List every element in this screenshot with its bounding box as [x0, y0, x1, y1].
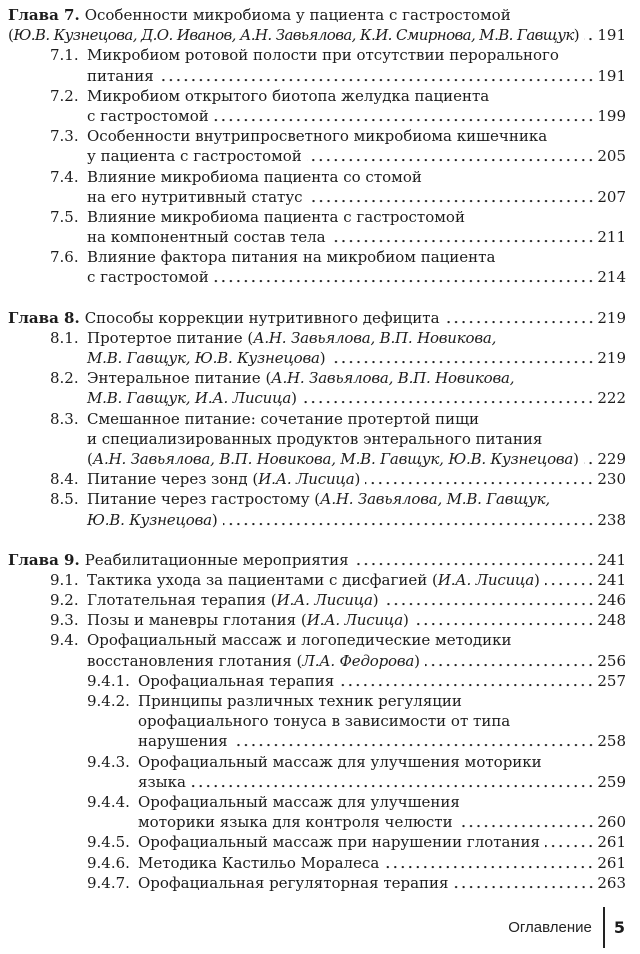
entry-title	[87, 449, 579, 469]
subsection-entry	[8, 873, 626, 893]
page-number: 211	[597, 228, 626, 247]
entry-title	[87, 469, 360, 489]
section-entry	[8, 207, 626, 247]
table-of-contents	[8, 5, 626, 893]
toc-line	[8, 106, 626, 126]
toc-line	[8, 368, 626, 388]
toc-line	[8, 66, 626, 86]
title-text: нарушения	[138, 732, 228, 751]
entry-number: 9.1.	[50, 570, 79, 589]
entry-title	[85, 5, 511, 25]
dot-leader	[331, 227, 595, 247]
entry-title	[87, 348, 326, 368]
toc-line	[8, 853, 626, 873]
entry-number: 7.4.	[50, 167, 79, 186]
title-text: Глотательная терапия (	[87, 591, 277, 610]
toc-line	[8, 146, 626, 166]
dot-leader	[425, 651, 594, 671]
toc-line	[8, 570, 626, 590]
entry-number: 9.4.1.	[87, 671, 130, 690]
title-text: )	[402, 611, 409, 630]
entry-title	[87, 267, 209, 287]
toc-line	[8, 328, 626, 348]
chapter-group	[8, 5, 626, 288]
title-text: Принципы различных техник регуляции	[138, 692, 462, 710]
toc-line	[8, 691, 626, 711]
title-text: Особенности микробиома у пациента с гастростомой	[84, 6, 511, 24]
toc-line	[8, 610, 626, 630]
entry-number: 9.4.6.	[87, 853, 130, 872]
page-number: 263	[597, 873, 626, 892]
title-text: Питание через зонд (	[87, 470, 259, 489]
author-names: Л.А. Федорова	[302, 651, 415, 670]
title-text: Реабилитационные мероприятия	[84, 550, 349, 569]
entry-number: 9.4.2.	[87, 692, 130, 710]
dot-leader	[307, 146, 595, 166]
title-text: (	[87, 449, 93, 468]
title-text: Питание через гастростому (	[87, 490, 321, 509]
title-text: орофациального тонуса в зависимости от типа	[138, 712, 511, 731]
dot-leader	[584, 25, 594, 45]
footer-page-number: 5	[613, 918, 625, 937]
title-text: Особенности внутрипросветного микробиома кишечника	[87, 127, 548, 146]
author-names: М.В. Гавщук, Ю.В. Кузнецова	[87, 349, 320, 367]
page-number: 219	[597, 308, 626, 327]
entry-title	[87, 489, 550, 509]
entry-title	[87, 651, 420, 671]
page-number: 259	[597, 772, 626, 791]
dot-leader	[584, 449, 594, 469]
entry-title	[87, 510, 218, 530]
page-number: 230	[597, 470, 626, 489]
toc-line	[8, 731, 626, 751]
entry-number: 7.3.	[50, 127, 79, 146]
title-text: Способы коррекции нутритивного дефицита	[84, 308, 440, 327]
toc-line	[8, 45, 626, 65]
toc-line	[8, 630, 626, 650]
entry-title	[87, 368, 514, 388]
entry-number: 9.4.3.	[87, 752, 130, 771]
subsection-entry	[8, 671, 626, 691]
page-number: 229	[597, 449, 626, 468]
toc-line	[8, 86, 626, 106]
section-entry	[8, 489, 626, 529]
toc-line	[8, 752, 626, 772]
dot-leader	[445, 308, 595, 328]
title-text: Позы и маневры глотания (	[87, 611, 307, 630]
title-text: )	[319, 349, 326, 367]
section-entry	[8, 328, 626, 368]
title-text: Орофациальная терапия	[138, 671, 335, 690]
section-entry	[8, 247, 626, 287]
dot-leader	[458, 812, 595, 832]
subsection-entry	[8, 853, 626, 873]
toc-line	[8, 449, 626, 469]
section-entry	[8, 630, 626, 670]
author-names: И.А. Лисица	[437, 570, 535, 589]
entry-title	[138, 873, 449, 893]
page-number: 191	[597, 26, 626, 45]
title-text: Методика Кастильо Моралеса	[138, 853, 380, 872]
page-number: 256	[597, 651, 626, 670]
entry-title	[87, 610, 409, 630]
page-number: 257	[597, 671, 626, 690]
entry-number: 9.2.	[50, 591, 79, 610]
toc-line	[8, 772, 626, 792]
dot-leader	[191, 772, 594, 792]
subsection-entry	[8, 752, 626, 792]
title-text: Влияние фактора питания на микробиом пациента	[87, 248, 496, 267]
toc-line	[8, 832, 626, 852]
entry-title	[87, 328, 496, 348]
entry-number: 9.4.7.	[87, 873, 130, 892]
title-text: Орофациальный массаж для улучшения	[138, 792, 460, 811]
entry-title	[138, 792, 460, 812]
entry-title	[138, 772, 186, 792]
author-names: Ю.В. Кузнецова, Д.О. Иванов, А.Н. Завьялова, К.И. Смирнова, М.В. Гавщук	[13, 26, 574, 45]
entry-number: 8.1.	[50, 328, 79, 347]
page-number: 258	[597, 732, 626, 751]
title-text: (	[8, 26, 14, 45]
page-number: 261	[597, 833, 626, 852]
page-footer	[508, 907, 625, 948]
author-names: И.А. Лисица	[258, 470, 355, 489]
toc-line	[8, 308, 626, 328]
page-number: 246	[597, 591, 626, 610]
entry-title	[87, 146, 302, 166]
toc-line	[8, 227, 626, 247]
section-entry	[8, 469, 626, 489]
entry-title	[87, 247, 495, 267]
author-names: М.В. Гавщук, И.А. Лисица	[87, 389, 292, 408]
title-text: Тактика ухода за пациентами с дисфагией (	[87, 570, 438, 589]
title-text: )	[372, 591, 379, 610]
dot-leader	[384, 853, 594, 873]
page-number: 222	[597, 389, 626, 408]
title-text: Микробиом открытого биотопа желудка пациента	[87, 86, 490, 105]
toc-line	[8, 207, 626, 227]
entry-title	[138, 853, 379, 873]
title-text: Орофациальный массаж и логопедические методики	[87, 631, 512, 650]
entry-title	[87, 227, 326, 247]
entry-title	[87, 409, 479, 429]
entry-title	[138, 711, 510, 731]
entry-title	[87, 590, 379, 610]
section-entry	[8, 86, 626, 126]
entry-title	[138, 752, 542, 772]
toc-line	[8, 5, 626, 25]
title-text: )	[534, 570, 540, 589]
toc-line	[8, 550, 626, 570]
page-number: 248	[597, 611, 626, 630]
section-entry	[8, 368, 626, 408]
entry-title	[85, 550, 349, 570]
toc-line	[8, 247, 626, 267]
entry-title	[8, 25, 579, 45]
dot-leader	[354, 550, 595, 570]
page-number: 214	[597, 268, 626, 287]
chapter-group	[8, 308, 626, 530]
entry-number: 8.5.	[50, 490, 79, 509]
chapter-entry	[8, 308, 626, 328]
title-text: с гастростомой	[87, 106, 209, 125]
title-text: )	[354, 470, 361, 489]
title-text: Влияние микробиома пациента со стомой	[87, 167, 422, 186]
dot-leader	[223, 510, 595, 530]
toc-line	[8, 510, 626, 530]
dot-leader	[214, 267, 595, 287]
toc-line	[8, 651, 626, 671]
page-number: 207	[597, 187, 626, 206]
entry-title	[87, 570, 540, 590]
entry-number: 7.6.	[50, 248, 79, 267]
page-number: 241	[597, 570, 626, 589]
toc-line	[8, 25, 626, 45]
section-entry	[8, 126, 626, 166]
entry-title	[87, 429, 542, 449]
toc-line	[8, 348, 626, 368]
title-text: Влияние микробиома пациента с гастростомой	[87, 207, 465, 226]
dot-leader	[545, 570, 594, 590]
entry-number: 9.4.4.	[87, 792, 130, 811]
author-names: И.А. Лисица	[306, 611, 403, 630]
title-text: питания	[87, 66, 154, 85]
toc-line	[8, 792, 626, 812]
title-text: )	[211, 510, 218, 529]
entry-number: 8.3.	[50, 409, 79, 428]
title-text: )	[414, 651, 420, 670]
toc-line	[8, 429, 626, 449]
entry-title	[87, 187, 303, 207]
subsection-entry	[8, 691, 626, 752]
toc-line	[8, 489, 626, 509]
page-number: 241	[597, 550, 626, 569]
page-number: 205	[597, 147, 626, 166]
toc-line	[8, 469, 626, 489]
author-names: И.А. Лисица	[276, 591, 373, 610]
author-names: А.Н. Завьялова, В.П. Новикова, М.В. Гавщук, Ю.В. Кузнецова	[92, 449, 574, 468]
page-number: 261	[597, 853, 626, 872]
title-text: Орофациальный массаж при нарушении глотания	[138, 833, 540, 852]
dot-leader	[159, 66, 595, 86]
entry-title	[87, 388, 297, 408]
page-number: 219	[597, 349, 626, 367]
page-number: 191	[597, 66, 626, 85]
dot-leader	[365, 469, 594, 489]
page-number: 238	[597, 510, 626, 529]
author-names: Ю.В. Кузнецова	[87, 510, 212, 529]
author-names: А.Н. Завьялова, В.П. Новикова,	[253, 328, 497, 347]
section-entry	[8, 45, 626, 85]
title-text: Орофациальный массаж для улучшения моторики	[138, 752, 542, 771]
chapter-entry	[8, 550, 626, 570]
toc-line	[8, 812, 626, 832]
title-text: моторики языка для контроля челюсти	[138, 813, 453, 832]
chapter-label: Глава 9.	[8, 550, 80, 569]
title-text: на его нутритивный статус	[87, 187, 303, 206]
entry-title	[87, 167, 422, 187]
title-text: языка	[138, 772, 186, 791]
section-entry	[8, 610, 626, 630]
toc-line	[8, 671, 626, 691]
entry-number: 8.2.	[50, 369, 79, 388]
running-head: Оглавление	[508, 919, 592, 936]
section-entry	[8, 570, 626, 590]
chapter-group	[8, 550, 626, 893]
entry-number: 9.4.	[50, 631, 79, 650]
chapter-label: Глава 8.	[8, 308, 80, 327]
entry-number: 7.5.	[50, 207, 79, 226]
footer-divider	[603, 907, 605, 948]
dot-leader	[302, 388, 594, 408]
title-text: Смешанное питание: сочетание протертой пищи	[87, 409, 480, 428]
entry-number: 8.4.	[50, 470, 79, 489]
dot-leader	[214, 106, 595, 126]
author-names: А.Н. Завьялова, М.В. Гавщук,	[320, 490, 550, 509]
title-text: на компонентный состав тела	[87, 228, 326, 247]
title-text: у пациента с гастростомой	[87, 147, 302, 166]
entry-title	[87, 66, 154, 86]
title-text: восстановления глотания (	[87, 651, 303, 670]
dot-leader	[233, 731, 595, 751]
section-entry	[8, 590, 626, 610]
entry-title	[87, 126, 547, 146]
page-number: 199	[597, 106, 626, 125]
entry-title	[138, 812, 453, 832]
entry-title	[138, 731, 228, 751]
title-text: и специализированных продуктов энтерального питания	[87, 429, 543, 448]
toc-line	[8, 167, 626, 187]
toc-line	[8, 590, 626, 610]
toc-line	[8, 409, 626, 429]
dot-leader	[339, 671, 594, 691]
section-entry	[8, 409, 626, 470]
title-text: )	[573, 449, 580, 468]
title-text: )	[573, 26, 580, 45]
subsection-entry	[8, 792, 626, 832]
entry-title	[87, 86, 489, 106]
title-text: Энтеральное питание (	[87, 369, 272, 388]
dot-leader	[414, 610, 595, 630]
toc-line	[8, 873, 626, 893]
chapter-label: Глава 7.	[8, 6, 80, 24]
entry-title	[87, 630, 512, 650]
entry-title	[87, 106, 209, 126]
entry-title	[87, 45, 559, 65]
dot-leader	[454, 873, 595, 893]
section-entry	[8, 167, 626, 207]
title-text: с гастростомой	[87, 268, 209, 287]
dot-leader	[545, 832, 594, 852]
dot-leader	[331, 348, 595, 368]
entry-number: 9.3.	[50, 611, 79, 630]
chapter-entry	[8, 5, 626, 45]
dot-leader	[308, 187, 595, 207]
title-text: )	[291, 389, 297, 408]
entry-title	[138, 832, 540, 852]
toc-line	[8, 388, 626, 408]
subsection-entry	[8, 832, 626, 852]
title-text: Орофациальная регуляторная терапия	[138, 873, 449, 892]
entry-number: 7.2.	[50, 86, 79, 105]
entry-number: 9.4.5.	[87, 833, 130, 852]
page-number: 260	[597, 813, 626, 832]
title-text: Протертое питание (	[87, 328, 254, 347]
toc-line	[8, 187, 626, 207]
author-names: А.Н. Завьялова, В.П. Новикова,	[271, 369, 515, 388]
title-text: Микробиом ротовой полости при отсутствии перорального	[87, 46, 559, 65]
entry-title	[87, 207, 465, 227]
toc-line	[8, 711, 626, 731]
entry-title	[138, 691, 462, 711]
entry-number: 7.1.	[50, 46, 79, 65]
entry-title	[138, 671, 334, 691]
entry-title	[85, 308, 440, 328]
toc-line	[8, 267, 626, 287]
toc-line	[8, 126, 626, 146]
dot-leader	[384, 590, 595, 610]
